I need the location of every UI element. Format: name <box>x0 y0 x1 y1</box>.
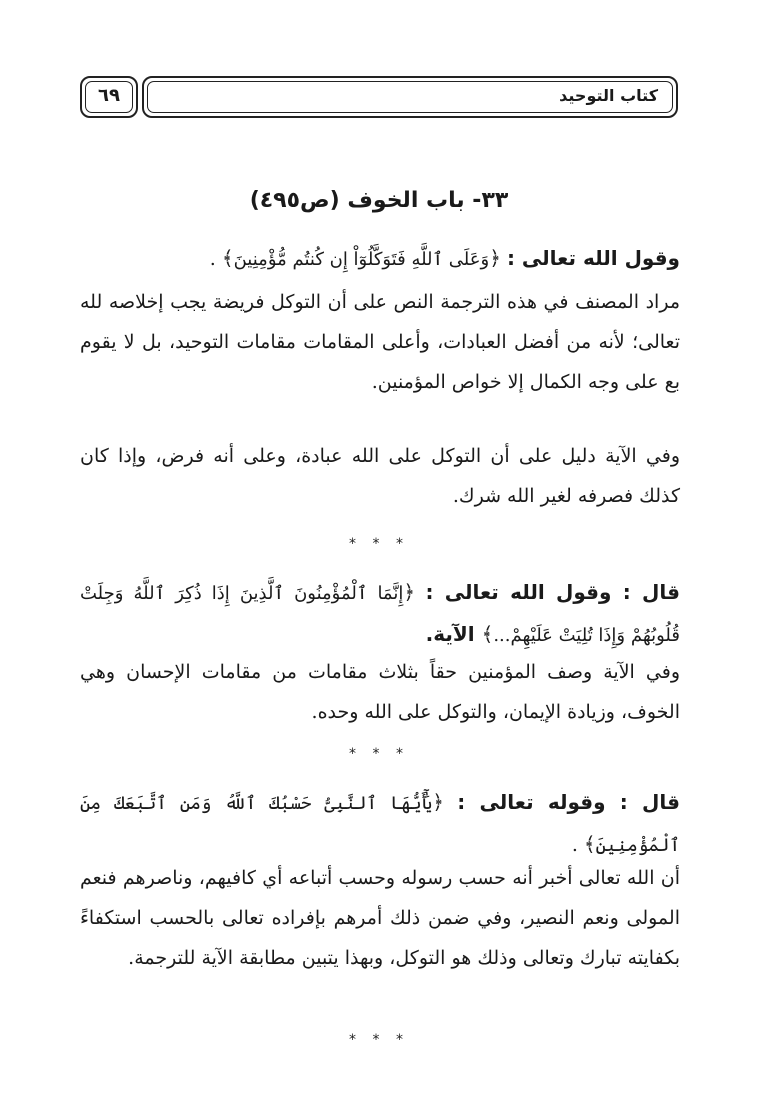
section2-lead: قال : وقول الله تعالى : <box>425 580 680 604</box>
section3-verse-block <box>80 782 680 866</box>
section1-lead: وقول الله تعالى : <box>506 246 680 270</box>
verse-open-bracket: ﴿ <box>489 246 501 270</box>
section-separator-1: * * * <box>349 536 409 552</box>
running-header-frame <box>142 76 678 118</box>
section1-tail: . <box>209 248 222 270</box>
verse-close-bracket: ﴾ <box>481 622 494 646</box>
section2-verse-block <box>80 572 680 656</box>
section3-verse: يَٰٓأَيُّهَا ٱلنَّبِىُّ حَسْبُكَ ٱللَّهُ وَمَنِ ٱتَّبَعَكَ مِنَ ٱلْمُؤْمِنِينَ <box>80 793 680 856</box>
section-separator-3: * * * <box>349 1032 409 1048</box>
section2-verse: إِنَّمَا ٱلْمُؤْمِنُونَ ٱلَّذِينَ إِذَا ذُكِرَ ٱللَّهُ وَجِلَتْ قُلُوبُهُمْ وَإِذَا تُلِيَتْ عَلَيْهِمْ... <box>80 583 680 646</box>
section1-paragraph2: وفي الآية دليل على أن التوكل على الله عبادة، وعلى أنه فرض، وإذا كان كذلك فصرفه لغير الله شرك. <box>80 445 680 507</box>
section2-paragraph: وفي الآية وصف المؤمنين حقاً بثلاث مقامات من مقامات الإحسان وهي الخوف، وزيادة الإيمان، والتوكل على الله وحده. <box>80 661 680 723</box>
chapter-heading: ٣٣- باب الخوف (ص٤٩٥) <box>249 188 509 213</box>
section3-tail: . <box>571 834 584 856</box>
verse-close-bracket: ﴾ <box>583 832 596 856</box>
section3-lead: قال : وقوله تعالى : <box>457 790 680 814</box>
section1-verse-line <box>80 238 680 280</box>
page-number: ٦٩ <box>98 85 120 106</box>
section3-paragraph: أن الله تعالى أخبر أنه حسب رسوله وحسب أتباعه أي كافيهم، وناصرهم فنعم المولى ونعم النصير، وفي ضمن ذلك أمرهم بإفراده تعالى بالحسب استكفاءً بكفايته تبارك وتعالى وذلك هو التوكل، وبهذا يتبين مطابقة الآية للترجمة. <box>80 867 680 969</box>
section2-suffix: الآية. <box>425 622 482 646</box>
verse-open-bracket: ﴿ <box>432 790 444 814</box>
section1-paragraph1: مراد المصنف في هذه الترجمة النص على أن التوكل فريضة يجب إخلاصه لله تعالى؛ لأنه من أفضل العبادات، وأعلى المقامات مقامات التوحيد، بل لا يقوم بع على وجه الكمال إلا خواص المؤمنين. <box>80 291 680 393</box>
verse-close-bracket: ﴾ <box>221 246 234 270</box>
verse-open-bracket: ﴿ <box>403 580 416 604</box>
page-number-frame <box>80 76 138 118</box>
section-separator-2: * * * <box>349 746 409 762</box>
section1-verse: وَعَلَى ٱللَّهِ فَتَوَكَّلُوٓاْ إِن كُنتُم مُّؤْمِنِينَ <box>233 249 490 270</box>
running-header-title: كتاب التوحيد <box>559 86 658 105</box>
